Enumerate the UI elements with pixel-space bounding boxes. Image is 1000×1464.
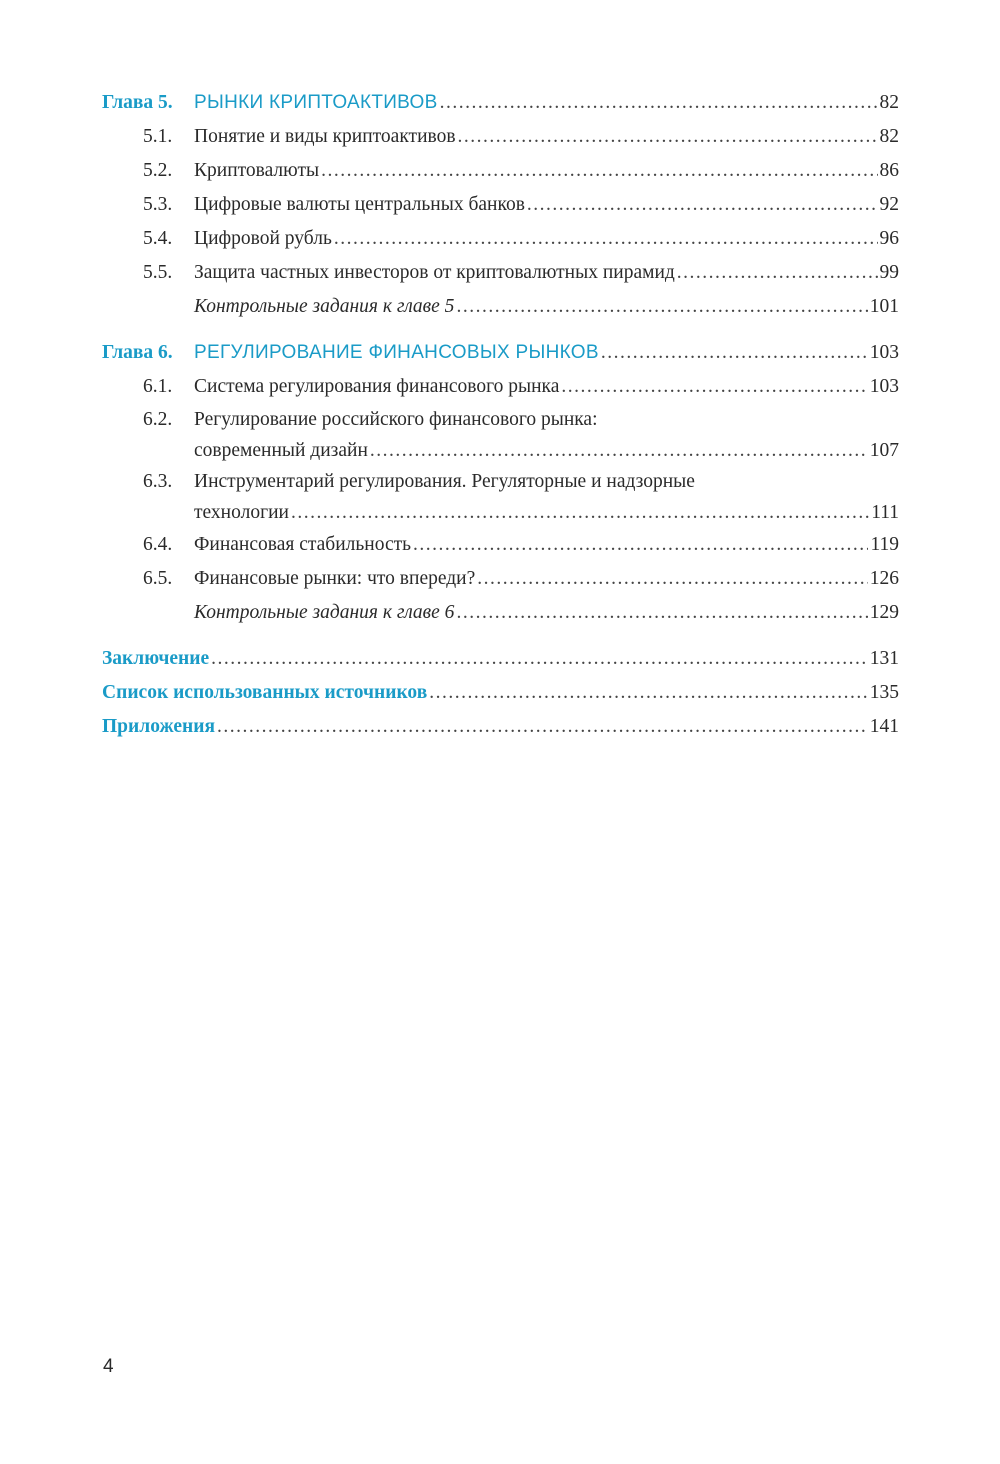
page-ref: 82	[879, 126, 899, 147]
toc-section-6-3[interactable]	[102, 466, 899, 528]
toc-section-6-1[interactable]	[102, 370, 899, 404]
toc-sources[interactable]	[102, 676, 899, 710]
dot-leader	[456, 596, 867, 630]
dot-leader	[429, 676, 868, 710]
section-title-line1: Инструментарий регулирования. Регуляторные и надзорные	[194, 471, 695, 492]
section-title-line2: современный дизайн	[194, 440, 368, 461]
section-title: Понятие и виды криптоактивов	[194, 126, 456, 147]
dot-leader	[440, 86, 878, 120]
dot-leader	[677, 256, 878, 290]
section-number: 5.3.	[143, 194, 173, 215]
section-number: 5.4.	[143, 228, 173, 249]
toc-section-5-5[interactable]	[102, 256, 899, 290]
chapter-5-entry[interactable]	[102, 86, 899, 120]
page-ref: 131	[869, 648, 899, 669]
tasks-title: Контрольные задания к главе 6	[194, 602, 455, 623]
section-number: 5.2.	[143, 160, 173, 181]
page-ref: 99	[879, 262, 899, 283]
dot-leader	[413, 528, 868, 562]
page-ref: 135	[869, 682, 899, 703]
dot-leader	[211, 642, 868, 676]
page-ref: 111	[871, 502, 899, 523]
chapter-label: Глава 5.	[102, 92, 173, 113]
appendix-title: Приложения	[102, 716, 216, 737]
toc-section-5-3[interactable]	[102, 188, 899, 222]
section-title: Цифровые валюты центральных банков	[194, 194, 525, 215]
toc-section-5-2[interactable]	[102, 154, 899, 188]
dot-leader	[527, 188, 878, 222]
dot-leader	[601, 336, 868, 370]
page-ref: 92	[879, 194, 899, 215]
dot-leader	[321, 154, 877, 188]
section-number: 6.5.	[143, 568, 173, 589]
toc-tasks-5[interactable]	[102, 290, 899, 324]
page-ref: 126	[869, 568, 899, 589]
tasks-title: Контрольные задания к главе 5	[194, 296, 455, 317]
page-number: 4	[103, 1356, 114, 1377]
section-number: 6.3.	[143, 471, 173, 492]
toc-section-5-4[interactable]	[102, 222, 899, 256]
section-title-line1: Регулирование российского финансового рынка:	[194, 409, 598, 430]
dot-leader	[217, 710, 868, 744]
page-ref: 82	[879, 92, 899, 113]
dot-leader	[561, 370, 867, 404]
dot-leader	[477, 562, 867, 596]
section-title-line2: технологии	[194, 502, 289, 523]
dot-leader	[291, 498, 869, 528]
chapter-6-entry[interactable]	[102, 336, 899, 370]
page-ref: 96	[879, 228, 899, 249]
sources-title: Список использованных источников	[102, 682, 428, 703]
chapter-title: РЫНКИ КРИПТОАКТИВОВ	[194, 92, 438, 113]
dot-leader	[334, 222, 878, 256]
dot-leader	[370, 436, 868, 466]
section-title: Финансовая стабильность	[194, 534, 412, 555]
toc-appendix[interactable]	[102, 710, 899, 744]
toc-section-6-2[interactable]	[102, 404, 899, 466]
section-number: 5.5.	[143, 262, 173, 283]
section-title: Финансовые рынки: что впереди?	[194, 568, 476, 589]
page-ref: 141	[869, 716, 899, 737]
page-ref: 86	[879, 160, 899, 181]
section-number: 5.1.	[143, 126, 173, 147]
conclusion-title: Заключение	[102, 648, 210, 669]
section-number: 6.4.	[143, 534, 173, 555]
section-title: Цифровой рубль	[194, 228, 332, 249]
dot-leader	[458, 120, 878, 154]
page-ref: 129	[869, 602, 899, 623]
section-number: 6.1.	[143, 376, 173, 397]
page-ref: 119	[870, 534, 899, 555]
toc-conclusion[interactable]	[102, 642, 899, 676]
toc-section-5-1[interactable]	[102, 120, 899, 154]
toc-section-6-5[interactable]	[102, 562, 899, 596]
page-ref: 107	[869, 440, 899, 461]
chapter-title: РЕГУЛИРОВАНИЕ ФИНАНСОВЫХ РЫНКОВ	[194, 342, 599, 363]
section-title: Криптовалюты	[194, 160, 320, 181]
page-ref: 103	[869, 342, 899, 363]
table-of-contents	[102, 86, 899, 744]
chapter-label: Глава 6.	[102, 342, 173, 363]
page-ref: 103	[869, 376, 899, 397]
toc-tasks-6[interactable]	[102, 596, 899, 630]
section-title: Система регулирования финансового рынка	[194, 376, 560, 397]
toc-section-6-4[interactable]	[102, 528, 899, 562]
page-ref: 101	[869, 296, 899, 317]
section-number: 6.2.	[143, 409, 173, 430]
section-title: Защита частных инвесторов от криптовалютных пирамид	[194, 262, 675, 283]
dot-leader	[456, 290, 867, 324]
